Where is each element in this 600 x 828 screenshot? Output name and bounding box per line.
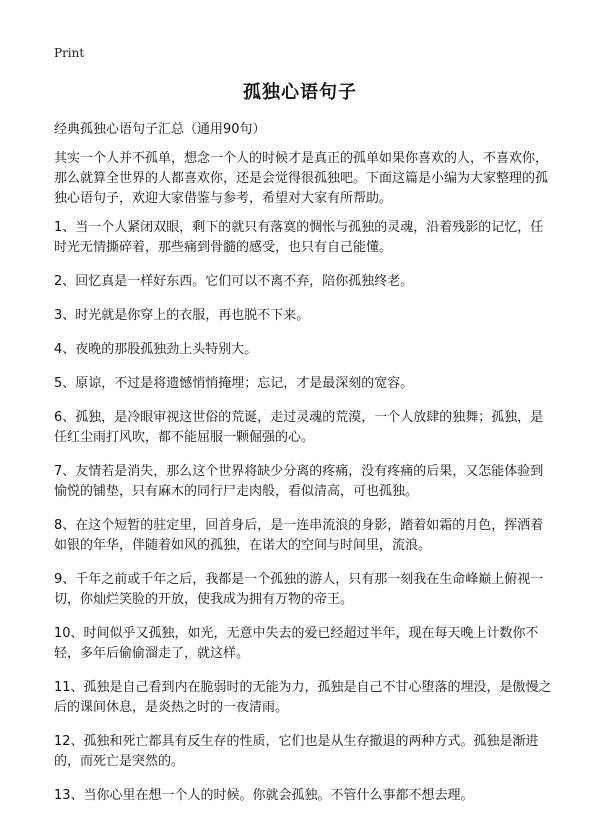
- list-item: 2、回忆真是一样好东西。它们可以不离不弃，陪你孤独终老。: [54, 274, 414, 289]
- intro-paragraph: 其实一个人并不孤单，想念一个人的时候才是真正的孤单如果你喜欢的人，不喜欢你，那么就算全世界的人都喜欢你，还是会觉得很孤独吧。下面这篇是小编为大家整理的孤独心语句子，欢迎大家借鉴与参考，希望对大家有所帮助。: [54, 151, 549, 206]
- list-item: 3、时光就是你穿上的衣服，再也脱不下来。: [54, 308, 310, 323]
- list-item: 6、孤独，是冷眼审视这世俗的荒诞，走过灵魂的荒漠，一个人放肆的独舞；孤独，是任红尘雨打风吹，都不能屈服一颗倔强的心。: [54, 410, 544, 445]
- list-item: 4、夜晚的那股孤独劲上头特别大。: [54, 342, 258, 357]
- list-item: 7、友情若是消失，那么这个世界将缺少分离的疼痛，没有疼痛的后果，又怎能体验到愉悦的铺垫，只有麻木的同行尸走肉般，看似清高，可也孤独。: [54, 464, 544, 499]
- list-item: 11、孤独是自己看到内在脆弱时的无能为力，孤独是自己不甘心堕落的埋没，是傲慢之后的课间休息，是炎热之时的一夜清雨。: [54, 680, 552, 715]
- list-item: 12、孤独和死亡都具有反生存的性质，它们也是从生存撤退的两种方式。孤独是渐进的，而死亡是突然的。: [54, 734, 539, 769]
- list-item: 10、时间似乎又孤独，如光，无意中失去的爱已经超过半年，现在每天晚上计数你不轻，多年后偷偷溜走了，就这样。: [54, 626, 539, 661]
- print-link[interactable]: Print: [54, 46, 85, 60]
- page-title: 孤独心语句子: [243, 82, 357, 103]
- list-item: 9、千年之前或千年之后，我都是一个孤独的游人，只有那一刻我在生命峰巅上俯视一切，你灿烂笑脸的开放，使我成为拥有万物的帝王。: [54, 572, 544, 607]
- subtitle: 经典孤独心语句子汇总（通用90句）: [54, 122, 266, 137]
- sentence-list: [54, 218, 552, 820]
- list-item: 8、在这个短暂的驻定里，回首身后，是一连串流浪的身影，踏着如霜的月色，挥洒着如银的年华，伴随着如风的孤独，在诺大的空间与时间里，流浪。: [54, 518, 544, 553]
- list-item: 1、当一个人紧闭双眼，剩下的就只有落寞的惆怅与孤独的灵魂，沿着残影的记忆，任时光无情撕碎着，那些痛到骨髓的感受，也只有自己能懂。: [54, 220, 544, 255]
- list-item: 13、当你心里在想一个人的时候。你就会孤独。不管什么事都不想去理。: [54, 788, 474, 803]
- list-item: 5、原谅，不过是将遗憾悄悄掩埋；忘记，才是最深刻的宽容。: [54, 376, 414, 391]
